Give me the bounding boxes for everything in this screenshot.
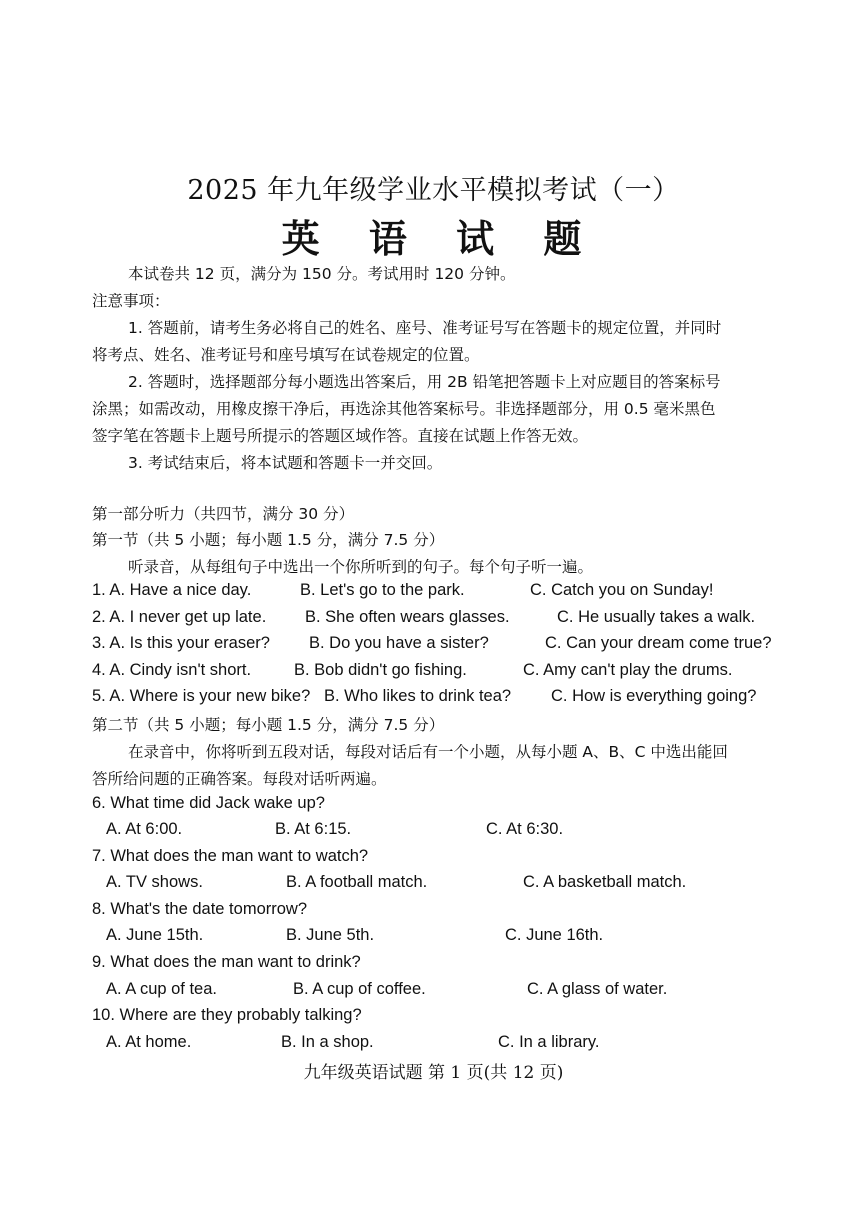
q8-option-a: A. June 15th. xyxy=(106,926,204,944)
exam-subtitle: 英 语 试 题 xyxy=(281,216,600,261)
q5-option-c: C. How is everything going? xyxy=(551,687,757,705)
q1-option-b: B. Let's go to the park. xyxy=(300,581,465,599)
part1-heading: 第一部分听力（共四节，满分 30 分） xyxy=(92,505,355,523)
q9-question: 9. What does the man want to drink? xyxy=(92,953,361,971)
notice-item-2-line-2: 涂黑；如需改动，用橡皮擦干净后，再选涂其他答案标号。非选择题部分，用 0.5 毫米黑色 xyxy=(92,400,716,418)
q4-option-b: B. Bob didn't go fishing. xyxy=(294,661,467,679)
q1-option-c: C. Catch you on Sunday! xyxy=(530,581,714,599)
q2-option-a: 2. A. I never get up late. xyxy=(92,608,267,626)
q4-option-c: C. Amy can't play the drums. xyxy=(523,661,733,679)
q10-option-c: C. In a library. xyxy=(498,1033,600,1051)
section2-heading: 第二节（共 5 小题；每小题 1.5 分，满分 7.5 分） xyxy=(92,716,445,734)
q8-option-b: B. June 5th. xyxy=(286,926,375,944)
notice-item-1-line-2: 将考点、姓名、准考证号和座号填写在试卷规定的位置。 xyxy=(92,346,480,364)
q5-option-b: B. Who likes to drink tea? xyxy=(324,687,512,705)
q1-option-a: 1. A. Have a nice day. xyxy=(92,581,252,599)
q7-option-c: C. A basketball match. xyxy=(523,873,687,891)
notice-item-2-line-3: 签字笔在答题卡上题号所提示的答题区域作答。直接在试题上作答无效。 xyxy=(92,427,589,445)
q2-option-b: B. She often wears glasses. xyxy=(305,608,510,626)
q6-option-b: B. At 6:15. xyxy=(275,820,352,838)
q3-option-a: 3. A. Is this your eraser? xyxy=(92,634,270,652)
q6-question: 6. What time did Jack wake up? xyxy=(92,794,325,812)
q6-option-a: A. At 6:00. xyxy=(106,820,183,838)
notice-item-1-line-1: 1. 答题前，请考生务必将自己的姓名、座号、准考证号写在答题卡的规定位置，并同时 xyxy=(128,319,722,337)
q9-option-a: A. A cup of tea. xyxy=(106,980,217,998)
q3-option-c: C. Can your dream come true? xyxy=(545,634,772,652)
notice-item-2-line-1: 2. 答题时，选择题部分每小题选出答案后，用 2B 铅笔把答题卡上对应题目的答案标号 xyxy=(128,373,721,391)
q8-question: 8. What's the date tomorrow? xyxy=(92,900,307,918)
q7-option-a: A. TV shows. xyxy=(106,873,203,891)
q9-option-c: C. A glass of water. xyxy=(527,980,668,998)
q6-option-c: C. At 6:30. xyxy=(486,820,564,838)
q10-option-a: A. At home. xyxy=(106,1033,192,1051)
q10-option-b: B. In a shop. xyxy=(281,1033,374,1051)
q7-option-b: B. A football match. xyxy=(286,873,428,891)
q5-option-a: 5. A. Where is your new bike? xyxy=(92,687,311,705)
q8-option-c: C. June 16th. xyxy=(505,926,604,944)
section1-instruction: 听录音，从每组句子中选出一个你所听到的句子。每个句子听一遍。 xyxy=(128,558,594,576)
q2-option-c: C. He usually takes a walk. xyxy=(557,608,756,626)
q10-question: 10. Where are they probably talking? xyxy=(92,1006,362,1024)
section2-instruction-line-1: 在录音中，你将听到五段对话，每段对话后有一个小题，从每小题 A、B、C 中选出能回 xyxy=(128,743,728,761)
section1-heading: 第一节（共 5 小题；每小题 1.5 分，满分 7.5 分） xyxy=(92,531,445,549)
exam-title: 2025 年九年级学业水平模拟考试（一） xyxy=(187,175,680,206)
q7-question: 7. What does the man want to watch? xyxy=(92,847,369,865)
q4-option-a: 4. A. Cindy isn't short. xyxy=(92,661,252,679)
page-footer: 九年级英语试题 第 1 页(共 12 页) xyxy=(303,1063,564,1083)
q9-option-b: B. A cup of coffee. xyxy=(293,980,426,998)
notice-heading: 注意事项： xyxy=(92,292,170,310)
notice-item-3: 3. 考试结束后，将本试题和答题卡一并交回。 xyxy=(128,454,443,472)
section2-instruction-line-2: 答所给问题的正确答案。每段对话听两遍。 xyxy=(92,770,387,788)
q3-option-b: B. Do you have a sister? xyxy=(309,634,489,652)
exam-intro: 本试卷共 12 页，满分为 150 分。考试用时 120 分钟。 xyxy=(128,265,516,283)
